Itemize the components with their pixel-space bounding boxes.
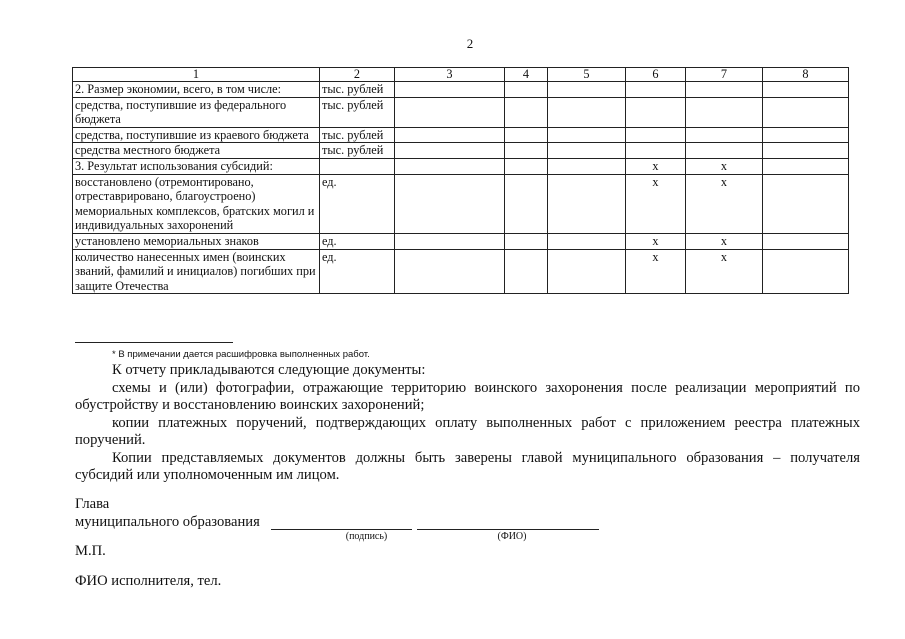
cell [763,233,849,249]
column-header-4: 4 [505,68,548,82]
row-label: восстановлено (отремонтировано, отреставрировано, благоустроено) мемориальных комплексов, братских могил и индивидуальных захоронений [73,174,320,233]
cell-col6: x [626,174,686,233]
row-unit: тыс. рублей [320,143,395,159]
column-header-3: 3 [395,68,505,82]
cell [763,249,849,294]
row-unit: ед. [320,233,395,249]
row-label: установлено мемориальных знаков [73,233,320,249]
cell-col7 [686,127,763,143]
cell [548,249,626,294]
cell-col7: x [686,249,763,294]
cell [763,174,849,233]
signature-caption: (подпись) [345,531,388,542]
row-unit [320,158,395,174]
table-row [73,174,849,233]
cell-col6: x [626,249,686,294]
cell [763,127,849,143]
cell [395,143,505,159]
table-row [73,233,849,249]
row-unit: ед. [320,174,395,233]
cell-col6 [626,82,686,98]
cell-col6: x [626,233,686,249]
table-row [73,143,849,159]
row-label: средства местного бюджета [73,143,320,159]
cell [505,249,548,294]
page-number: 2 [466,36,474,51]
cell [395,127,505,143]
cell-col7: x [686,174,763,233]
cell-col6 [626,143,686,159]
paragraph-payment-orders: копии платежных поручений, подтверждающих оплату выполненных работ с приложением реестра платежных поручений. [75,414,860,448]
table-row [73,97,849,127]
footnote: * В примечании дается расшифровка выполненных работ. [112,349,370,360]
cell-col6 [626,127,686,143]
cell-col7: x [686,158,763,174]
column-header-8: 8 [763,68,849,82]
cell [763,143,849,159]
body-text [75,362,860,485]
cell [395,174,505,233]
cell [395,249,505,294]
column-header-1: 1 [73,68,320,82]
name-caption: (ФИО) [497,531,527,542]
name-line [417,529,599,530]
column-header-2: 2 [320,68,395,82]
cell [395,97,505,127]
row-label: средства, поступившие из федерального бюджета [73,97,320,127]
row-unit: ед. [320,249,395,294]
cell [548,127,626,143]
row-unit: тыс. рублей [320,82,395,98]
row-label: средства, поступившие из краевого бюджета [73,127,320,143]
cell [763,97,849,127]
municipality-title: муниципального образования [75,514,260,530]
table-header-row [73,68,849,82]
head-title: Глава [75,496,110,512]
table-row [73,127,849,143]
column-header-7: 7 [686,68,763,82]
cell [763,158,849,174]
cell [548,233,626,249]
cell [548,143,626,159]
cell [548,97,626,127]
cell-col6 [626,97,686,127]
report-table [72,67,849,294]
footnote-divider [75,342,233,343]
table-row [73,82,849,98]
paragraph-documents-intro: К отчету прикладываются следующие документы: [112,362,426,378]
signature-line [271,529,412,530]
paragraph-schemes-photos: схемы и (или) фотографии, отражающие территорию воинского захоронения после реализации мероприятий по обустройству и восстановлению воинских захоронений; [75,379,860,413]
cell [505,143,548,159]
table-row [73,158,849,174]
cell [505,82,548,98]
cell-col7 [686,97,763,127]
cell-col6: x [626,158,686,174]
row-label: 2. Размер экономии, всего, в том числе: [73,82,320,98]
paragraph-certification: Копии представляемых документов должны быть заверены главой муниципального образования – получателя субсидий или уполномоченным им лицом. [75,449,860,483]
executor-label: ФИО исполнителя, тел. [75,573,222,589]
cell [505,174,548,233]
cell [395,82,505,98]
cell-col7: x [686,233,763,249]
row-unit: тыс. рублей [320,97,395,127]
cell-col7 [686,143,763,159]
cell [548,82,626,98]
cell [548,158,626,174]
table-row [73,249,849,294]
column-header-6: 6 [626,68,686,82]
column-header-5: 5 [548,68,626,82]
row-label: 3. Результат использования субсидий: [73,158,320,174]
cell [548,174,626,233]
cell [505,127,548,143]
cell [395,158,505,174]
row-unit: тыс. рублей [320,127,395,143]
cell [395,233,505,249]
stamp-label: М.П. [75,543,106,559]
cell [505,97,548,127]
cell [505,233,548,249]
cell [763,82,849,98]
cell-col7 [686,82,763,98]
cell [505,158,548,174]
row-label: количество нанесенных имен (воинских званий, фамилий и инициалов) погибших при защите Отечества [73,249,320,294]
